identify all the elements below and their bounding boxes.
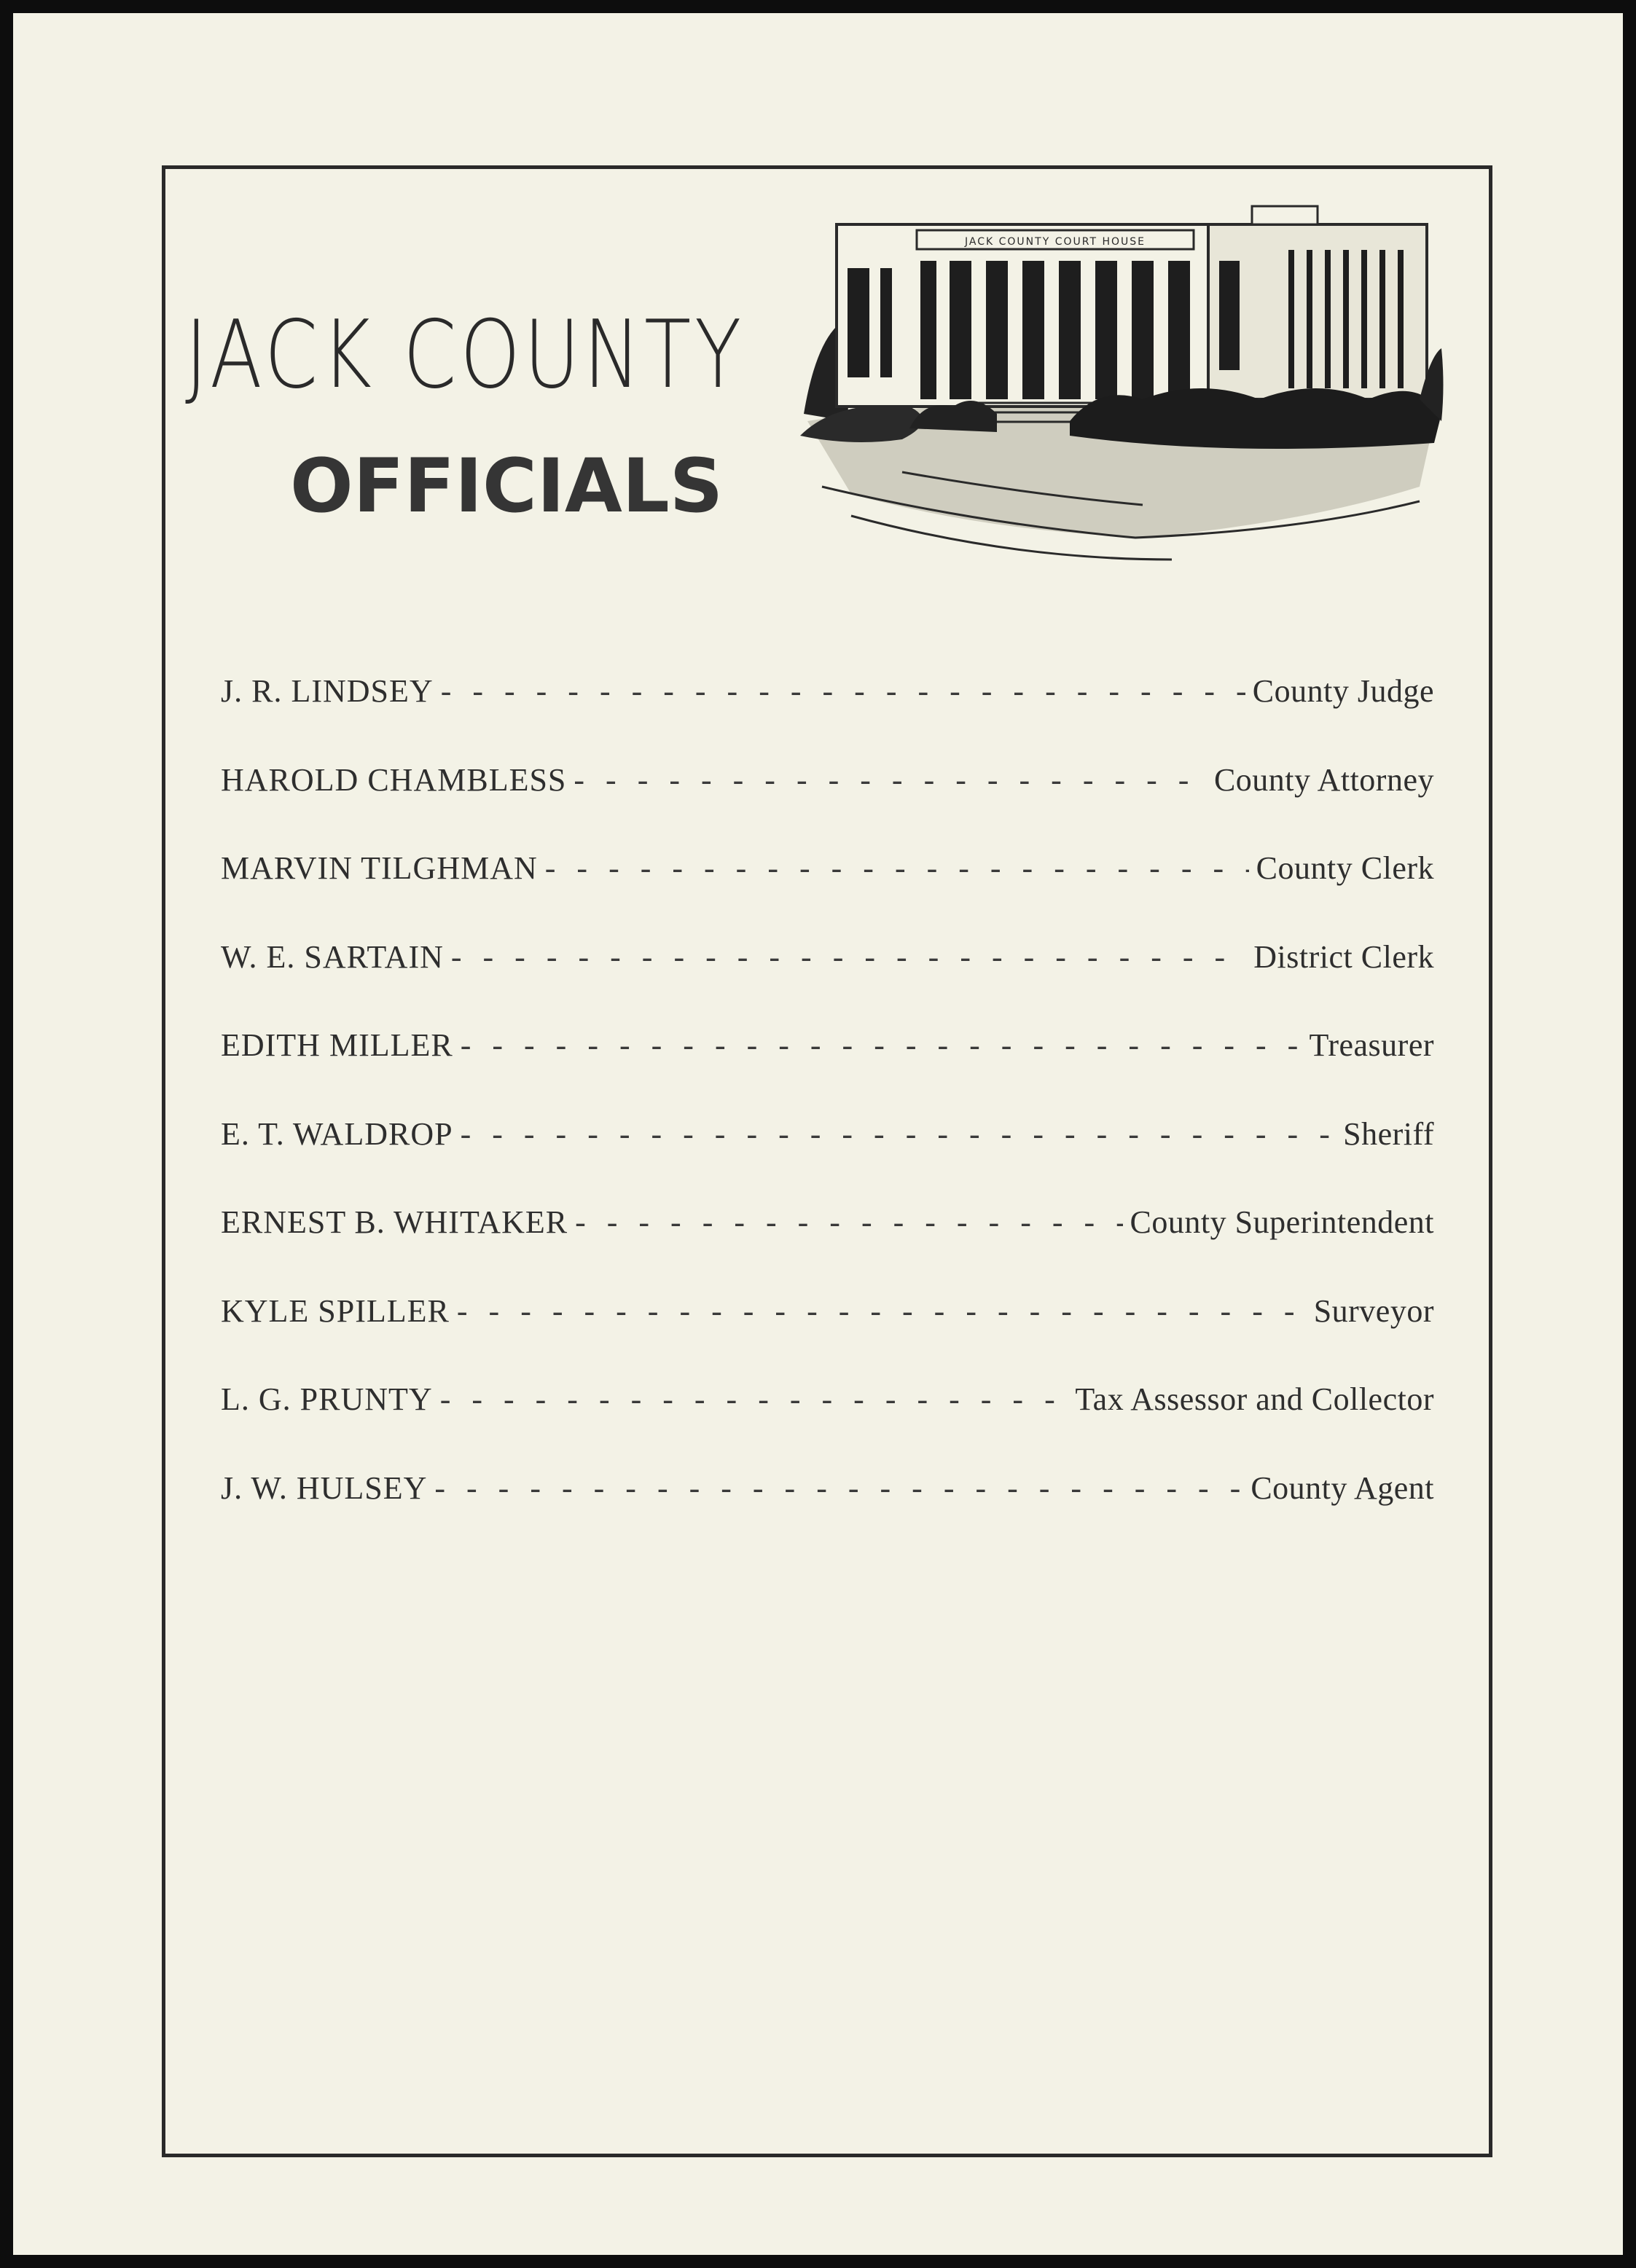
- officials-list: [221, 672, 1434, 1558]
- courthouse-illustration-icon: [793, 181, 1449, 574]
- official-name: L. G. PRUNTY: [221, 1381, 433, 1417]
- official-office: Tax Assessor and Collector: [1075, 1381, 1434, 1417]
- official-office: County Attorney: [1213, 761, 1434, 798]
- official-name: KYLE SPILLER: [221, 1292, 450, 1329]
- page-subtitle: OFFICIALS: [290, 443, 724, 530]
- dotted-leader: [574, 761, 1207, 798]
- official-row: [221, 1381, 1434, 1470]
- dotted-leader: [434, 1470, 1243, 1507]
- official-name: E. T. WALDROP: [221, 1115, 453, 1152]
- official-name: J. W. HULSEY: [221, 1470, 428, 1506]
- dotted-leader: [461, 1027, 1302, 1064]
- official-row: [221, 1115, 1434, 1204]
- official-office: Surveyor: [1313, 1292, 1434, 1329]
- page: [13, 13, 1623, 2255]
- official-row: [221, 761, 1434, 850]
- official-row: [221, 1204, 1434, 1292]
- official-name: W. E. SARTAIN: [221, 938, 444, 975]
- official-name: MARVIN TILGHMAN: [221, 850, 538, 886]
- official-row: [221, 849, 1434, 938]
- official-name: J. R. LINDSEY: [221, 673, 434, 709]
- dotted-leader: [441, 672, 1245, 710]
- official-row: [221, 1470, 1434, 1558]
- official-name: ERNEST B. WHITAKER: [221, 1204, 568, 1240]
- official-office: District Clerk: [1253, 938, 1434, 975]
- dotted-leader: [575, 1204, 1122, 1241]
- official-office: County Agent: [1251, 1470, 1434, 1506]
- dotted-leader: [440, 1381, 1068, 1418]
- official-row: [221, 1027, 1434, 1115]
- official-name: EDITH MILLER: [221, 1027, 453, 1063]
- dotted-leader: [457, 1292, 1307, 1330]
- official-office: County Clerk: [1256, 850, 1434, 886]
- official-row: [221, 1292, 1434, 1381]
- official-office: Treasurer: [1309, 1027, 1434, 1063]
- dotted-leader: [461, 1115, 1336, 1153]
- official-office: Sheriff: [1343, 1115, 1434, 1152]
- official-office: County Judge: [1252, 673, 1434, 709]
- page-title: JACK COUNTY: [185, 301, 745, 409]
- official-office: County Superintendent: [1130, 1204, 1434, 1240]
- official-row: [221, 672, 1434, 761]
- dotted-leader: [545, 849, 1249, 887]
- courthouse-sign: JACK COUNTY COURT HOUSE: [965, 236, 1146, 248]
- official-name: HAROLD CHAMBLESS: [221, 761, 567, 798]
- official-row: [221, 938, 1434, 1027]
- dotted-leader: [451, 938, 1246, 976]
